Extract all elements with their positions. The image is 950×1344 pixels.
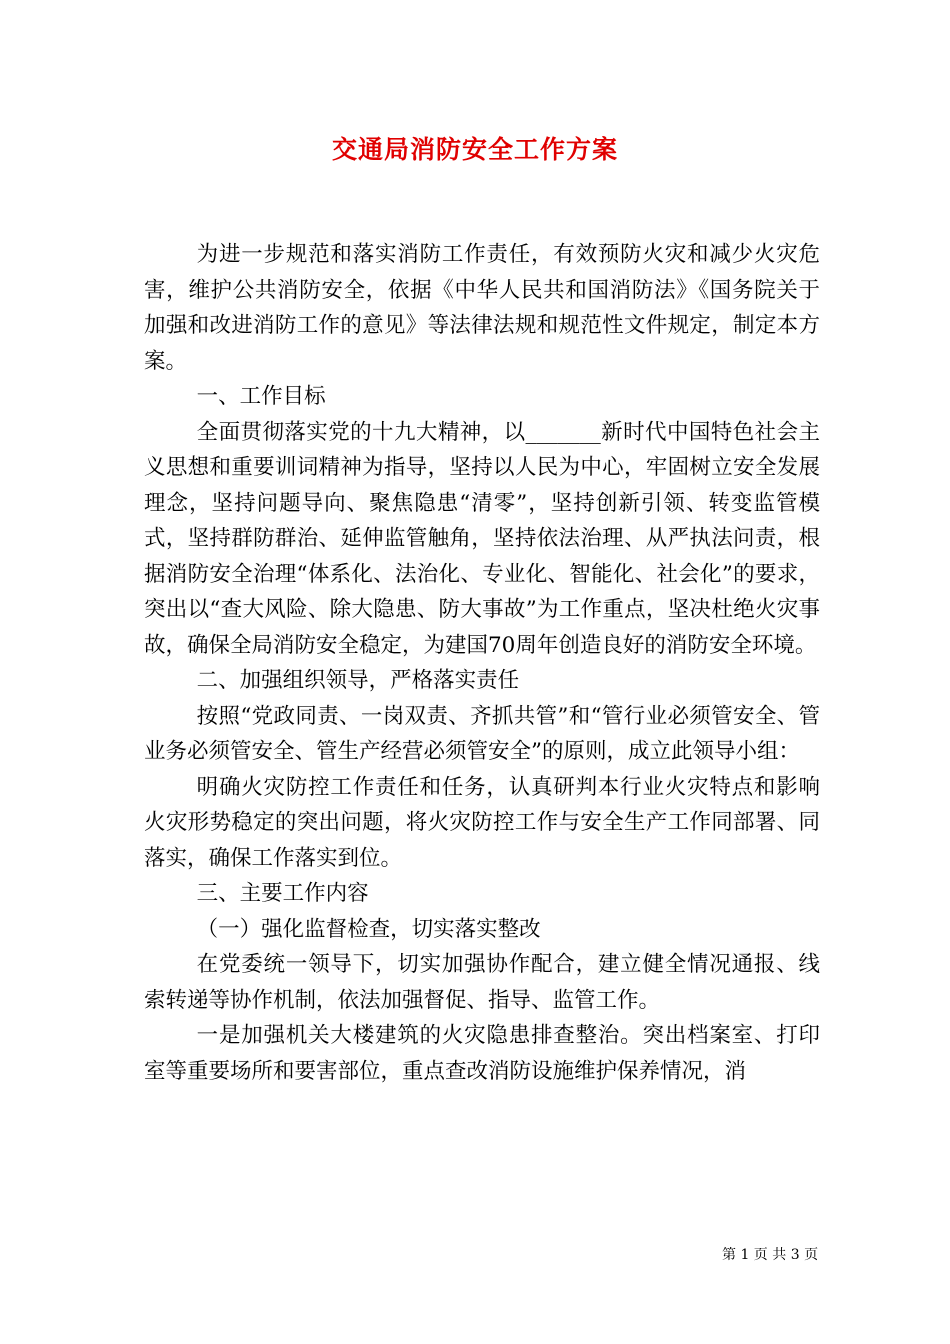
responsibility-paragraph: 明确火灾防控工作责任和任务，认真研判本行业火灾特点和影响火灾形势稳定的突出问题，将火灾防控工作与安全生产工作同部署、同落实，确保工作落实到位。 [144, 774, 820, 871]
section-heading-3: 三、主要工作内容 [196, 881, 369, 906]
page-number-footer: 第 1 页 共 3 页 [722, 1247, 819, 1263]
intro-paragraph: 为进一步规范和落实消防工作责任，有效预防火灾和减少火灾危害，维护公共消防安全，依据《中华人民共和国消防法》《国务院关于加强和改进消防工作的意见》等法律法规和规范性文件规定，制定本方案。 [144, 242, 820, 374]
subsection-heading-1: （一）强化监督检查，切实落实整改 [196, 916, 541, 942]
leadership-paragraph: 按照“党政同责、一岗双责、齐抓共管”和“管行业必须管安全、管业务必须管安全、管生产经营必须管安全”的原则，成立此领导小组： [144, 703, 820, 764]
inspection-paragraph: 一是加强机关大楼建筑的火灾隐患排查整治。突出档案室、打印室等重要场所和要害部位，重点查改消防设施维护保养情况，消 [144, 1023, 820, 1084]
goal-paragraph: 全面贯彻落实党的十九大精神，以_______新时代中国特色社会主义思想和重要训词精神为指导，坚持以人民为中心，牢固树立安全发展理念，坚持问题导向、聚焦隐患“清零”，坚持创新引领、转变监管模式，坚持群防群治、延伸监管触角，坚持依法治理、从严执法问责，根据消防安全治理“体系化、法治化、专业化、智能化、社会化”的要求，突出以“查大风险、除大隐患、防大事故”为工作重点，坚决杜绝火灾事故，确保全局消防安全稳定，为建国70周年创造良好的消防安全环境。 [144, 419, 820, 658]
document-body [144, 237, 820, 1089]
supervision-paragraph: 在党委统一领导下，切实加强协作配合，建立健全情况通报、线索转递等协作机制，依法加强督促、指导、监管工作。 [144, 952, 820, 1013]
document-title: 交通局消防安全工作方案 [331, 135, 618, 164]
section-heading-2: 二、加强组织领导，严格落实责任 [196, 668, 520, 693]
section-heading-1: 一、工作目标 [196, 384, 326, 409]
